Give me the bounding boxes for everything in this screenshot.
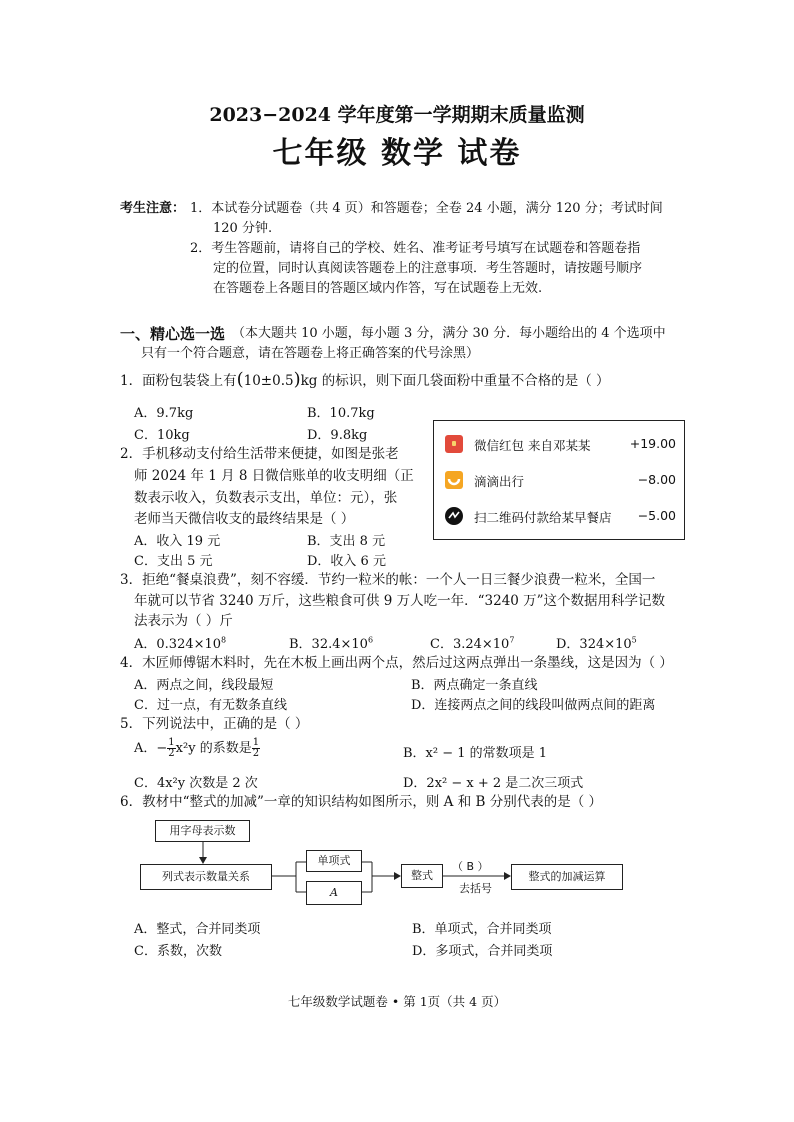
q1-suffix: kg 的标识，则下面几袋面粉中重量不合格的是（ ） <box>300 373 610 389</box>
q6-option-b: B．单项式，合并同类项 <box>412 922 552 937</box>
section1-desc-line2: 只有一个符合题意，请在答题卷上将正确答案的代号涂黑） <box>141 346 480 361</box>
q2-line4: 老师当天微信收支的最终结果是（ ） <box>134 511 355 527</box>
wechat-row-1-amount: +19.00 <box>629 436 676 451</box>
q3-line2: 年就可以节省 3240 万斤，这些粮食可供 9 万人吃一年．“3240 万”这个数据用科学记数 <box>134 593 666 609</box>
q1-option-c: C．10kg <box>134 428 190 443</box>
section1-desc-line1: （本大题共 10 小题，每小题 3 分，满分 30 分．每小题给出的 4 个选项中 <box>232 326 666 341</box>
q6-option-a: A．整式，合并同类项 <box>134 922 261 937</box>
q1-prefix: 1．面粉包装袋上有 <box>120 373 237 389</box>
q4-line1: 4．木匠师傅锯木料时，先在木板上画出两个点，然后过这两点弹出一条墨线，这是因为（ ） <box>120 655 673 671</box>
q3-option-a: A．$0.324\times 10^8$ <box>134 635 227 652</box>
q5-option-d: D．2x² − x + 2 是二次三项式 <box>403 776 584 791</box>
notice-label: 考生注意： <box>120 201 186 216</box>
q1-stem: 1．面粉包装袋上有(10±0.5)kg 的标识，则下面几袋面粉中重量不合格的是（ ） <box>120 369 610 390</box>
notice-item2-line2: 定的位置，同时认真阅读答题卷上的注意事项．考生答题时，请按题号顺序 <box>213 261 643 276</box>
q4-option-c: C．过一点，有无数条直线 <box>134 698 287 713</box>
q2-line2: 师 2024 年 1 月 8 日微信账单的收支明细（正 <box>134 468 414 484</box>
q4-option-a: A．两点之间，线段最短 <box>134 678 274 693</box>
diagram-box-integral: 整式 <box>401 864 443 888</box>
q6-option-c: C．系数，次数 <box>134 944 222 959</box>
q5-option-c: C．4x²y 次数是 2 次 <box>134 776 258 791</box>
exam-title-line1: 2023−2024 学年度第一学期期末质量监测 <box>209 104 585 126</box>
wechat-row-1-label: 微信红包 来自邓某某 <box>474 438 591 453</box>
q2-option-a: A．收入 19 元 <box>134 534 221 549</box>
qr-pay-icon <box>444 506 464 526</box>
red-packet-icon <box>444 434 464 454</box>
q2-line3: 数表示收入，负数表示支出，单位：元），张 <box>134 490 398 506</box>
q5-option-b: B．x² − 1 的常数项是 1 <box>403 746 548 761</box>
wechat-row-2-amount: −8.00 <box>637 472 676 487</box>
diagram-box-list: 列式表示数量关系 <box>140 864 272 890</box>
notice-item2-line1: 2．考生答题前，请将自己的学校、姓名、准考证考号填写在试题卷和答题卷指 <box>190 241 641 256</box>
q3-line3: 法表示为（ ）斤 <box>134 613 233 629</box>
q3-option-c: C．$3.24\times 10^7$ <box>430 635 515 652</box>
wechat-row-red-packet <box>444 433 676 457</box>
q6-line1: 6．教材中“整式的加减”一章的知识结构如图所示，则 A 和 B 分别代表的是（ ） <box>120 794 603 810</box>
notice-item1-line1: 1．本试卷分试题卷（共 4 页）和答题卷；全卷 24 小题，满分 120 分；考试时间 <box>190 201 663 216</box>
page-footer: 七年级数学试题卷 • 第 1页（共 4 页） <box>287 994 507 1009</box>
didi-icon <box>444 470 464 490</box>
q5-option-a: A．− $\frac{1}{2}$ x²y 的系数是 $\frac{1}{2}$ <box>134 737 260 759</box>
q6-option-d: D．多项式，合并同类项 <box>412 944 553 959</box>
q2-line1: 2．手机移动支付给生活带来便捷，如图是张老 <box>120 446 399 462</box>
q2-option-b: B．支出 8 元 <box>307 534 386 549</box>
wechat-row-3-label: 扫二维码付款给某早餐店 <box>474 510 612 525</box>
q4-option-b: B．两点确定一条直线 <box>411 678 538 693</box>
exam-title-line2: 七年级 数学 试卷 <box>272 136 522 171</box>
q4-option-d: D．连接两点之间的线段叫做两点间的距离 <box>411 698 656 713</box>
wechat-bill-figure <box>433 420 685 540</box>
q2-option-c: C．支出 5 元 <box>134 554 213 569</box>
notice-item1-line2: 120 分钟. <box>213 221 273 236</box>
wechat-row-2-label: 滴滴出行 <box>474 474 525 489</box>
q3-option-d: D．$324\times 10^5$ <box>556 635 637 652</box>
q1-option-b: B．10.7kg <box>307 406 375 421</box>
diagram-box-a: A <box>306 881 362 905</box>
diagram-box-monomial: 单项式 <box>306 850 362 872</box>
q1-option-a: A．9.7kg <box>134 406 194 421</box>
q2-option-d: D．收入 6 元 <box>307 554 386 569</box>
notice-item2-line3: 在答题卷上各题目的答题区域内作答，写在试题卷上无效. <box>213 281 543 296</box>
diagram-label-b: （ B ） <box>452 860 489 873</box>
q3-option-b: B．$32.4\times 10^6$ <box>289 635 374 652</box>
section1-heading: 一、精心选一选 <box>120 325 226 343</box>
diagram-box-letters: 用字母表示数 <box>155 820 250 842</box>
q5-line1: 5．下列说法中，正确的是（ ） <box>120 716 309 732</box>
q3-line1: 3．拒绝“餐桌浪费”，刻不容缓．节约一粒米的帐：一个人一日三餐少浪费一粒米，全国一 <box>120 572 656 588</box>
q1-option-d: D．9.8kg <box>307 428 368 443</box>
diagram-label-remove: 去括号 <box>459 882 492 895</box>
q1-expr: 10±0.5 <box>243 373 294 389</box>
diagram-box-op: 整式的加减运算 <box>511 864 623 890</box>
wechat-row-didi <box>444 469 676 493</box>
wechat-row-3-amount: −5.00 <box>637 508 676 523</box>
wechat-row-qr-pay <box>444 505 676 529</box>
